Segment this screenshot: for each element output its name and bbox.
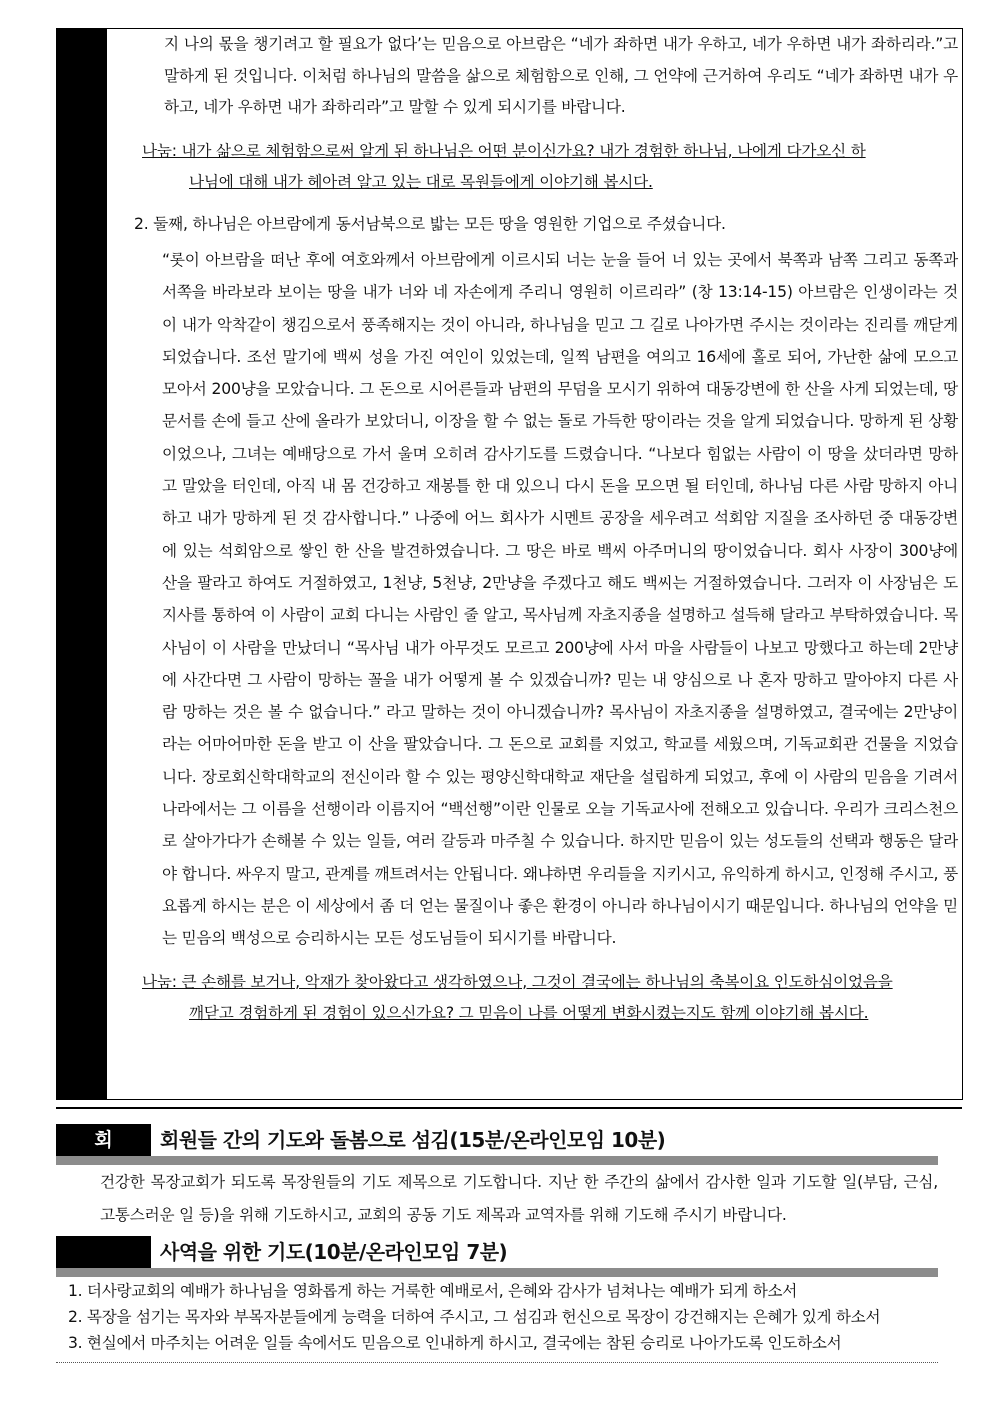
sharing-question-1	[116, 136, 958, 199]
sharing-question-2	[116, 967, 958, 1030]
prayer-item: 2. 목장을 섬기는 목자와 부목자분들에게 능력을 더하여 주시고, 그 섬김과 헌신으로 목장이 강건해지는 은혜가 있게 하소서	[68, 1308, 881, 1326]
prayer-item: 1. 더사랑교회의 예배가 하나님을 영화롭게 하는 거룩한 예배로서, 은혜와 감사가 넘쳐나는 예배가 되게 하소서	[68, 1282, 798, 1300]
section-label-box: 회	[56, 1124, 151, 1156]
section-title-ministry-prayer: 사역을 위한 기도(10분/온라인모임 7분)	[160, 1240, 508, 1264]
prayer-item: 3. 현실에서 마주치는 어려운 일들 속에서도 믿음으로 인내하게 하시고, 결국에는 참된 승리로 나아가도록 인도하소서	[68, 1334, 842, 1352]
prayer-list	[56, 1278, 938, 1356]
fellowship-body	[56, 1166, 938, 1232]
sharing-content	[116, 29, 958, 1030]
section-title-fellowship: 회원들 간의 기도와 돌봄으로 섬김(15분/온라인모임 10분)	[160, 1128, 666, 1152]
fellowship-paragraph: 건강한 목장교회가 되도록 목장원들의 기도 제목으로 기도합니다. 지난 한 주간의 삶에서 감사한 일과 기도할 일(부담, 근심, 고통스러운 일 등)을 위해 기도하시고, 교회의 공동 기도 제목과 교역자를 위해 기도해 주시기 바랍니다.	[100, 1173, 938, 1224]
point-2-paragraph: “롯이 아브람을 떠난 후에 여호와께서 아브람에게 이르시되 너는 눈을 들어 너 있는 곳에서 북쪽과 남쪽 그리고 동쪽과 서쪽을 바라보라 보이는 땅을 내가 너와 네 자손에게 주리니 영원히 이르리라” (창 13:14-15) 아브람은 인생이라는 것이 내가 악착같이 챙김으로서 풍족해지는 것이 아니라, 하나님을 믿고 그 길로 나아가면 주시는 것이라는 진리를 깨닫게 되었습니다. 조선 말기에 백씨 성을 가진 여인이 있었는데, 일찍 남편을 여의고 16세에 홀로 되어, 가난한 삶에 모으고 모아서 200냥을 모았습니다. 그 돈으로 시어른들과 남편의 무덤을 모시기 위하여 대동강변에 한 산을 사게 되었는데, 땅 문서를 손에 들고 산에 올라가 보았더니, 이장을 할 수 없는 돌로 가득한 땅이라는 것을 알게 되었습니다. 망하게 된 상황이었으나, 그녀는 예배당으로 가서 울며 오히려 감사기도를 드렸습니다. “나보다 힘없는 사람이 이 땅을 샀더라면 망하고 말았을 터인데, 아직 내 몸 건강하고 재봉틀 한 대 있으니 다시 돈을 모으면 될 터인데, 하나님 다른 사람 망하지 아니하고 내가 망하게 된 것 감사합니다.” 나중에 어느 회사가 시멘트 공장을 세우려고 석회암 지질을 조사하던 중 대동강변에 있는 석회암으로 쌓인 한 산을 발견하였습니다. 그 땅은 바로 백씨 아주머니의 땅이었습니다. 회사 사장이 300냥에 산을 팔라고 하여도 거절하였고, 1천냥, 5천냥, 2만냥을 주겠다고 해도 백씨는 거절하였습니다. 그러자 이 사장님은 도지사를 통하여 이 사람이 교회 다니는 사람인 줄 알고, 목사님께 자초지종을 설명하고 설득해 달라고 부탁하였습니다. 목사님이 이 사람을 만났더니 “목사님 내가 아무것도 모르고 200냥에 사서 마을 사람들이 나보고 망했다고 하는데 2만냥에 사간다면 그 사람이 망하는 꼴을 내가 어떻게 볼 수 있겠습니까? 믿는 내 양심으로 나 혼자 망하고 말아야지 다른 사람 망하는 것은 볼 수 없습니다.” 라고 말하는 것이 아니겠습니까? 목사님이 자초지종을 설명하였고, 결국에는 2만냥이라는 어마어마한 돈을 받고 이 산을 팔았습니다. 그 돈으로 교회를 지었고, 학교를 세웠으며, 기독교회관 건물을 지었습니다. 장로회신학대학교의 전신이라 할 수 있는 평양신학대학교 재단을 설립하게 되었고, 후에 이 사람의 믿음을 기려서 나라에서는 그 이름을 선행이라 이름지어 “백선행”이란 인물로 오늘 기독교사에 전해오고 있습니다. 우리가 크리스천으로 살아가다가 손해볼 수 있는 일들, 여러 갈등과 마주칠 수 있습니다. 하지만 믿음이 있는 성도들의 선택과 행동은 달라야 합니다. 싸우지 말고, 관계를 깨트려서는 안됩니다. 왜냐하면 우리들을 지키시고, 유익하게 하시고, 인정해 주시고, 풍요롭게 하시는 분은 이 세상에서 좀 더 얻는 물질이나 좋은 환경이 아니라 하나님이시기 때문입니다. 하나님의 언약을 믿는 믿음의 백성으로 승리하시는 모든 성도님들이 되시기를 바랍니다.	[162, 251, 958, 948]
section-gray-bar	[56, 1156, 938, 1165]
point-2-heading: 2. 둘째, 하나님은 아브람에게 동서남북으로 밟는 모든 땅을 영원한 기업으로 주셨습니다.	[134, 214, 726, 233]
sharing-question-1-line-1: 나눔: 내가 삶으로 체험함으로써 알게 된 하나님은 어떤 분이신가요? 내가 경험한 하나님, 나에게 다가오신 하	[142, 141, 866, 160]
section-side-bar	[56, 29, 107, 1099]
bottom-dotted-rule	[56, 1362, 938, 1363]
section-gray-bar	[56, 1268, 938, 1277]
sharing-question-2-line-1: 나눔: 큰 손해를 보거나, 악재가 찾아왔다고 생각하였으나, 그것이 결국에는 하나님의 축복이요 인도하심이었음을	[142, 972, 893, 991]
section-divider	[56, 1107, 962, 1109]
intro-paragraph: 지 나의 몫을 챙기려고 할 필요가 없다’는 믿음으로 아브람은 “네가 좌하면 내가 우하고, 네가 우하면 내가 좌하리라.”고 말하게 된 것입니다. 이처럼 하나님의 말씀을 삶으로 체험함으로 인해, 그 언약에 근거하여 우리도 “네가 좌하면 내가 우하고, 네가 우하면 내가 좌하리라”고 말할 수 있게 되시기를 바랍니다.	[164, 35, 958, 116]
sharing-question-1-line-2: 나님에 대해 내가 헤아려 알고 있는 대로 목원들에게 이야기해 봅시다.	[189, 173, 653, 191]
section-label-box	[56, 1236, 151, 1268]
sharing-question-2-line-2: 깨닫고 경험하게 된 경험이 있으신가요? 그 믿음이 나를 어떻게 변화시켰는지도 함께 이야기해 봅시다.	[189, 1004, 869, 1023]
sharing-section-frame	[56, 28, 963, 1100]
